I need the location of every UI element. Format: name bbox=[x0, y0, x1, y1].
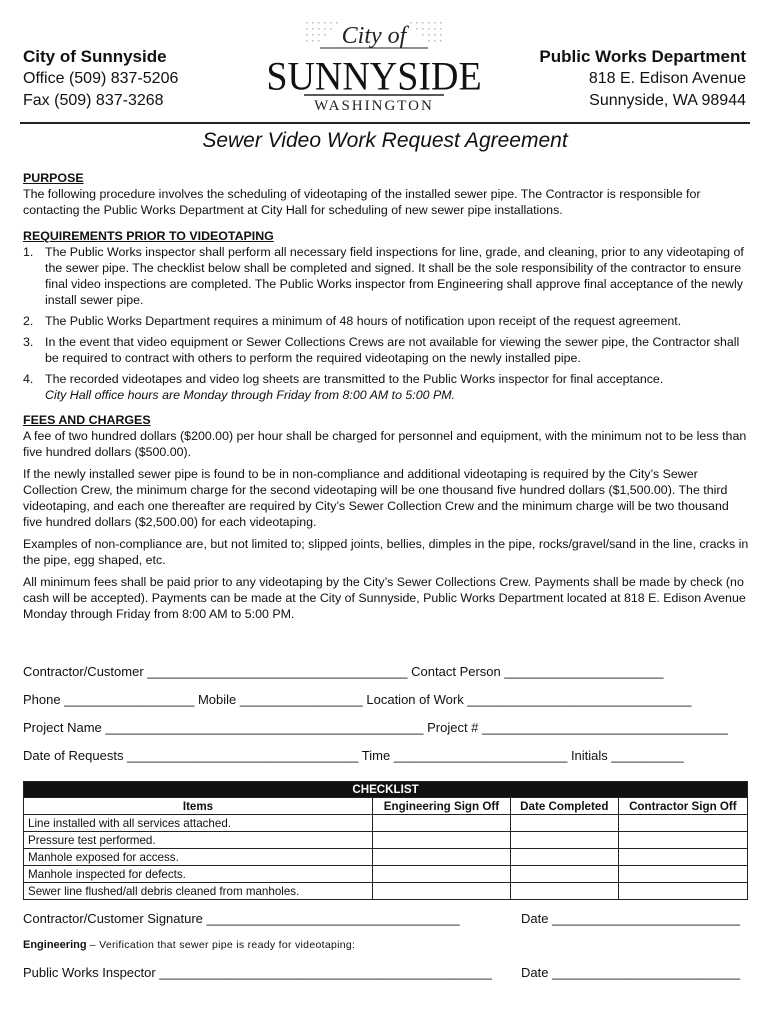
department-name: Public Works Department bbox=[539, 47, 746, 66]
office-hours-note: City Hall office hours are Monday through Friday from 8:00 AM to 5:00 PM. bbox=[45, 388, 455, 402]
city-name: City of Sunnyside bbox=[23, 47, 167, 66]
header-department bbox=[539, 46, 746, 112]
table-row bbox=[24, 866, 748, 883]
engineering-signoff-cell[interactable] bbox=[373, 866, 511, 883]
purpose-text: The following procedure involves the scheduling of videotaping of the installed sewer pipe. The Contractor is responsible for contacting the Public Works Department at City Hall for scheduling of new sewer pipe installations. bbox=[23, 187, 701, 217]
table-row bbox=[24, 883, 748, 900]
checklist-table bbox=[23, 781, 748, 900]
date-completed-cell[interactable] bbox=[510, 832, 618, 849]
engineering-signoff-cell[interactable] bbox=[373, 815, 511, 832]
inspector-date-field[interactable]: Date __________________________ bbox=[521, 965, 741, 980]
request-form bbox=[23, 664, 750, 776]
contractor-date-field[interactable]: Date __________________________ bbox=[521, 911, 741, 926]
engineering-label: Engineering bbox=[23, 939, 87, 951]
engineering-signoff-cell[interactable] bbox=[373, 849, 511, 866]
purpose-heading: PURPOSE bbox=[23, 171, 84, 185]
checklist-item: Manhole exposed for access. bbox=[24, 849, 373, 866]
contractor-signoff-cell[interactable] bbox=[618, 866, 747, 883]
date-completed-cell[interactable] bbox=[510, 849, 618, 866]
form-row-contractor[interactable]: Contractor/Customer ____________________________________ Contact Person ______________________ bbox=[23, 664, 664, 679]
address-line-1: 818 E. Edison Avenue bbox=[588, 70, 746, 87]
svg-text:SUNNYSIDE: SUNNYSIDE bbox=[266, 54, 482, 99]
table-row bbox=[24, 832, 748, 849]
form-row-phone[interactable]: Phone __________________ Mobile _________________ Location of Work _______________________________ bbox=[23, 692, 692, 707]
column-header: Date Completed bbox=[510, 798, 618, 815]
engineering-signoff-cell[interactable] bbox=[373, 883, 511, 900]
form-row-project[interactable]: Project Name ____________________________________________ Project # __________________________________ bbox=[23, 720, 728, 735]
contractor-signoff-cell[interactable] bbox=[618, 815, 747, 832]
date-completed-cell[interactable] bbox=[510, 815, 618, 832]
table-row bbox=[24, 815, 748, 832]
fees-paragraph: A fee of two hundred dollars ($200.00) per hour shall be charged for personnel and equipment, with the minimum not to be less than five hundred dollars ($500.00). bbox=[23, 429, 747, 459]
column-header: Contractor Sign Off bbox=[618, 798, 747, 815]
date-completed-cell[interactable] bbox=[510, 866, 618, 883]
requirements-list bbox=[23, 244, 750, 403]
list-item: 1. The Public Works inspector shall perform all necessary field inspections for line, grade, and cleaning, prior to any videotaping of the sewer pipe. The checklist below shall be completed and signed. It shall be the sole responsibility of the contractor to ensure final video inspections are completed. The Public Works inspector from Engineering shall approve final acceptance of the newly install sewer pipe. bbox=[23, 245, 744, 307]
fees-heading: FEES AND CHARGES bbox=[23, 413, 151, 427]
date-completed-cell[interactable] bbox=[510, 883, 618, 900]
svg-text:City of: City of bbox=[341, 23, 407, 49]
contractor-signoff-cell[interactable] bbox=[618, 832, 747, 849]
header-contact bbox=[23, 46, 178, 112]
fees-paragraph: Examples of non-compliance are, but not limited to; slipped joints, bellies, dimples in the pipe, rocks/gravel/sand in the line, cracks in the pipe, egg shaped, etc. bbox=[23, 537, 749, 567]
address-line-2: Sunnyside, WA 98944 bbox=[589, 92, 746, 109]
contractor-signature-field[interactable]: Contractor/Customer Signature ___________________________________ bbox=[23, 911, 460, 926]
checklist-item: Sewer line flushed/all debris cleaned from manholes. bbox=[24, 883, 373, 900]
column-header: Items bbox=[24, 798, 373, 815]
svg-text:WASHINGTON: WASHINGTON bbox=[314, 98, 434, 114]
checklist-item: Line installed with all services attached. bbox=[24, 815, 373, 832]
engineering-text: – Verification that sewer pipe is ready for videotaping: bbox=[86, 939, 356, 951]
inspector-signature-field[interactable]: Public Works Inspector ______________________________________________ bbox=[23, 965, 492, 980]
inspector-signature-row bbox=[23, 965, 750, 980]
fees-paragraph: If the newly installed sewer pipe is found to be in non-compliance and additional videotaping is required by the City’s Sewer Collection Crew, the minimum charge for the second videotaping will be one thousand five hundred dollars ($1,500.00). The third videotaping, and each one thereafter are required by City’s Sewer Collection Crew and the minimum charge will be two thousand five hundred dollars ($2,500.00) for each videotaping. bbox=[23, 467, 729, 529]
list-item: 2. The Public Works Department requires a minimum of 48 hours of notification upon receipt of the request agreement. bbox=[23, 314, 682, 328]
fees-paragraph: All minimum fees shall be paid prior to any videotaping by the City’s Sewer Collections Crew. Payments shall be made by check (no cash will be accepted). Payments can be made at the City of Sunnyside, Public Works Department located at 818 E. Edison Avenue Monday through Friday from 8:00 AM to 5:00 PM. bbox=[23, 575, 746, 621]
header-divider bbox=[20, 122, 750, 124]
document-body bbox=[23, 170, 750, 628]
contractor-signoff-cell[interactable] bbox=[618, 883, 747, 900]
checklist-item: Manhole inspected for defects. bbox=[24, 866, 373, 883]
city-logo bbox=[266, 18, 482, 114]
engineering-verification bbox=[23, 936, 750, 951]
checklist-item: Pressure test performed. bbox=[24, 832, 373, 849]
fax-number: Fax (509) 837-3268 bbox=[23, 92, 164, 109]
page-title: Sewer Video Work Request Agreement bbox=[202, 129, 568, 152]
table-row bbox=[24, 849, 748, 866]
list-item: 3. In the event that video equipment or Sewer Collections Crews are not available for viewing the sewer pipe, the Contractor shall be required to contract with others to perform the required videotaping on the newly installed pipe. bbox=[23, 335, 740, 365]
contractor-signature-row bbox=[23, 911, 750, 926]
list-item: 4. The recorded videotapes and video log sheets are transmitted to the Public Works inspector for final acceptance. City Hall office hours are Monday through Friday from 8:00 AM to 5:00 PM. bbox=[23, 372, 664, 402]
contractor-signoff-cell[interactable] bbox=[618, 849, 747, 866]
column-header: Engineering Sign Off bbox=[373, 798, 511, 815]
checklist-title: CHECKLIST bbox=[24, 782, 748, 798]
requirements-heading: REQUIREMENTS PRIOR TO VIDEOTAPING bbox=[23, 229, 274, 243]
office-phone: Office (509) 837-5206 bbox=[23, 70, 179, 87]
engineering-signoff-cell[interactable] bbox=[373, 832, 511, 849]
form-row-date[interactable]: Date of Requests ________________________________ Time ________________________ Initials __________ bbox=[23, 748, 684, 763]
